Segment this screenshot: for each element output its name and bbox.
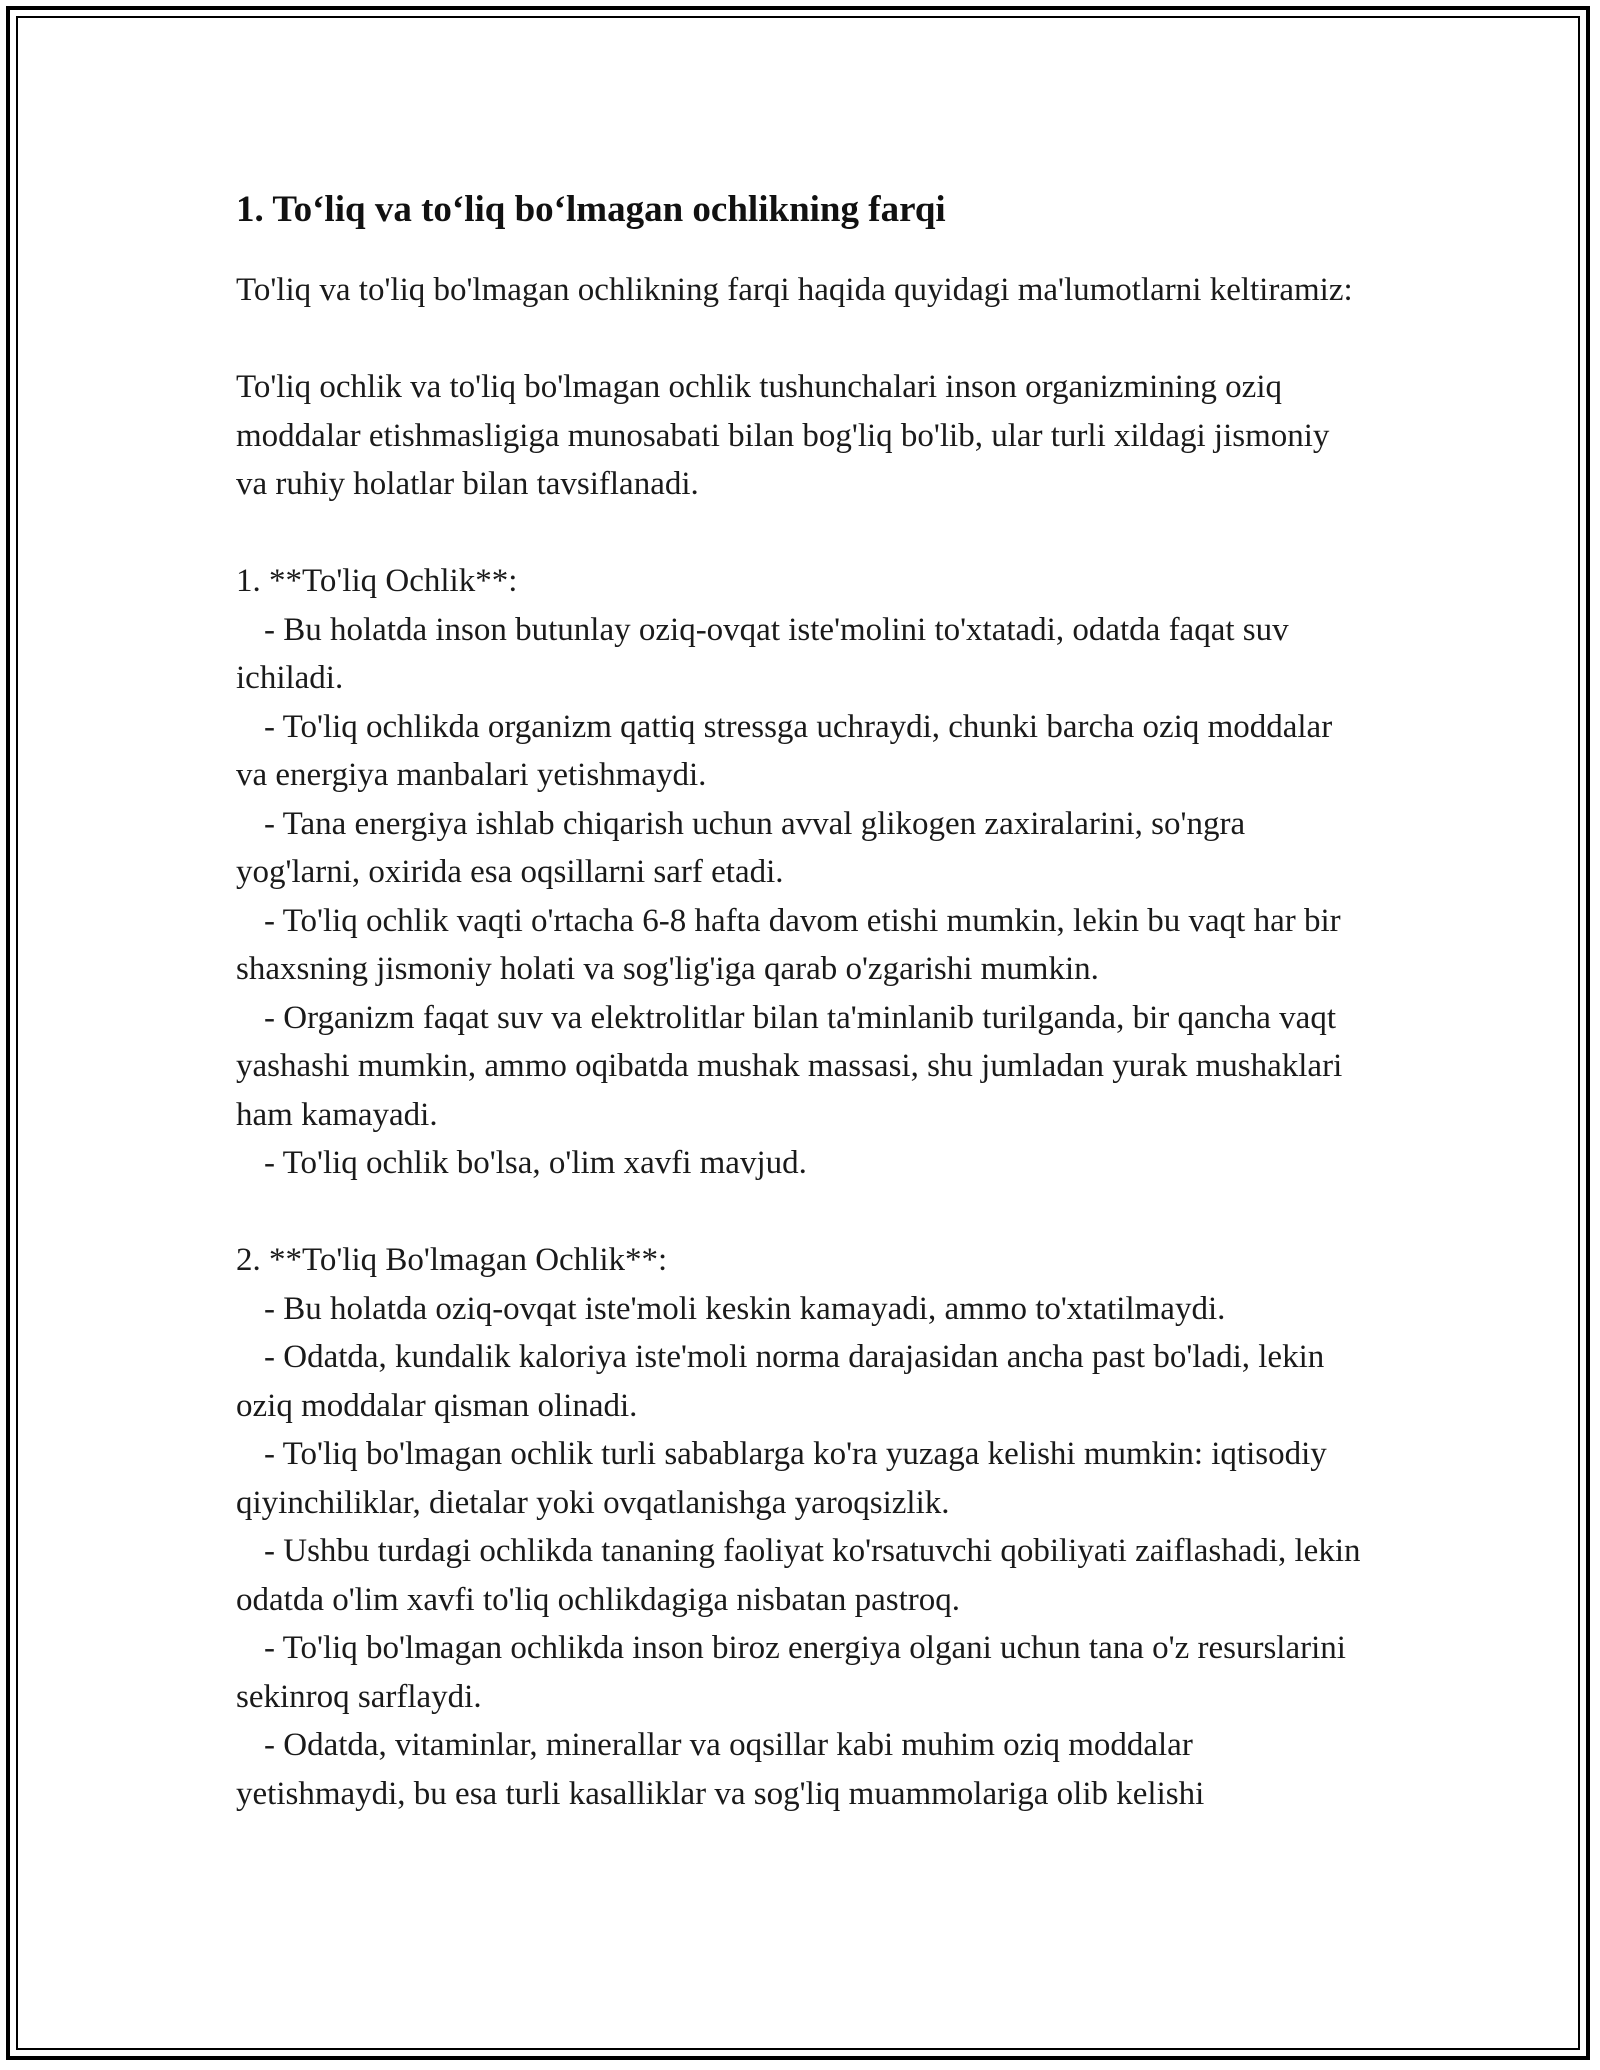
spacer <box>236 1188 1366 1237</box>
intro-paragraph: To'liq va to'liq bo'lmagan ochlikning farqi haqida quyidagi ma'lumotlarni keltiramiz: <box>236 272 1353 309</box>
list-item: - To'liq bo'lmagan ochlik turli sabablarga ko'ra yuzaga kelishi mumkin: iqtisodiy qiyinchiliklar, dietalar yoki ovqatlanishga yaroqsizlik. <box>236 1436 1327 1521</box>
document-body <box>236 188 1366 1818</box>
spacer <box>236 315 1366 364</box>
list-item: - To'liq bo'lmagan ochlikda inson biroz energiya olgani uchun tana o'z resurslarini sekinroq sarflaydi. <box>236 1630 1346 1715</box>
section-full-hunger <box>236 557 1366 1188</box>
list-item: - Bu holatda oziq-ovqat iste'moli keskin kamayadi, ammo to'xtatilmaydi. <box>264 1290 1226 1327</box>
document-title: 1. To‘liq va to‘liq bo‘lmagan ochlikning farqi <box>236 189 946 230</box>
section-partial-hunger <box>236 1236 1366 1818</box>
list-item: - Odatda, vitaminlar, minerallar va oqsillar kabi muhim oziq moddalar yetishmaydi, bu esa turli kasalliklar va sog'liq muammolariga olib kelishi <box>236 1727 1205 1812</box>
list-item: - Bu holatda inson butunlay oziq-ovqat iste'molini to'xtatadi, odatda faqat suv ichiladi. <box>236 611 1289 697</box>
list-item: - Odatda, kundalik kaloriya iste'moli norma darajasidan ancha past bo'ladi, lekin oziq moddalar qisman olinadi. <box>236 1339 1325 1424</box>
list-item: - To'liq ochlikda organizm qattiq stressga uchraydi, chunki barcha oziq moddalar va energiya manbalari yetishmaydi. <box>236 708 1333 794</box>
section-heading: 1. **To'liq Ochlik**: <box>236 563 518 600</box>
section-heading: 2. **To'liq Bo'lmagan Ochlik**: <box>236 1242 668 1279</box>
list-item: - Tana energiya ishlab chiqarish uchun avval glikogen zaxiralarini, so'ngra yog'larni, oxirida esa oqsillarni sarf etadi. <box>236 805 1246 891</box>
spacer <box>236 509 1366 558</box>
list-item: - To'liq ochlik vaqti o'rtacha 6-8 hafta davom etishi mumkin, lekin bu vaqt har bir shaxsning jismoniy holati va sog'lig'iga qarab o'zgarishi mumkin. <box>236 902 1341 988</box>
overview-paragraph: To'liq ochlik va to'liq bo'lmagan ochlik tushunchalari inson organizmining oziq moddalar etishmasligiga munosabati bilan bog'liq bo'lib, ular turli xildagi jismoniy va ruhiy holatlar bilan tavsiflanadi. <box>236 369 1330 503</box>
list-item: - Ushbu turdagi ochlikda tananing faoliyat ko'rsatuvchi qobiliyati zaiflashadi, lekin odatda o'lim xavfi to'liq ochlikdagiga nisbatan pastroq. <box>236 1533 1361 1618</box>
list-item: - To'liq ochlik bo'lsa, o'lim xavfi mavjud. <box>264 1145 807 1182</box>
list-item: - Organizm faqat suv va elektrolitlar bilan ta'minlanib turilganda, bir qancha vaqt yashashi mumkin, ammo oqibatda mushak massasi, shu jumladan yurak mushaklari ham kamayadi. <box>236 999 1343 1133</box>
